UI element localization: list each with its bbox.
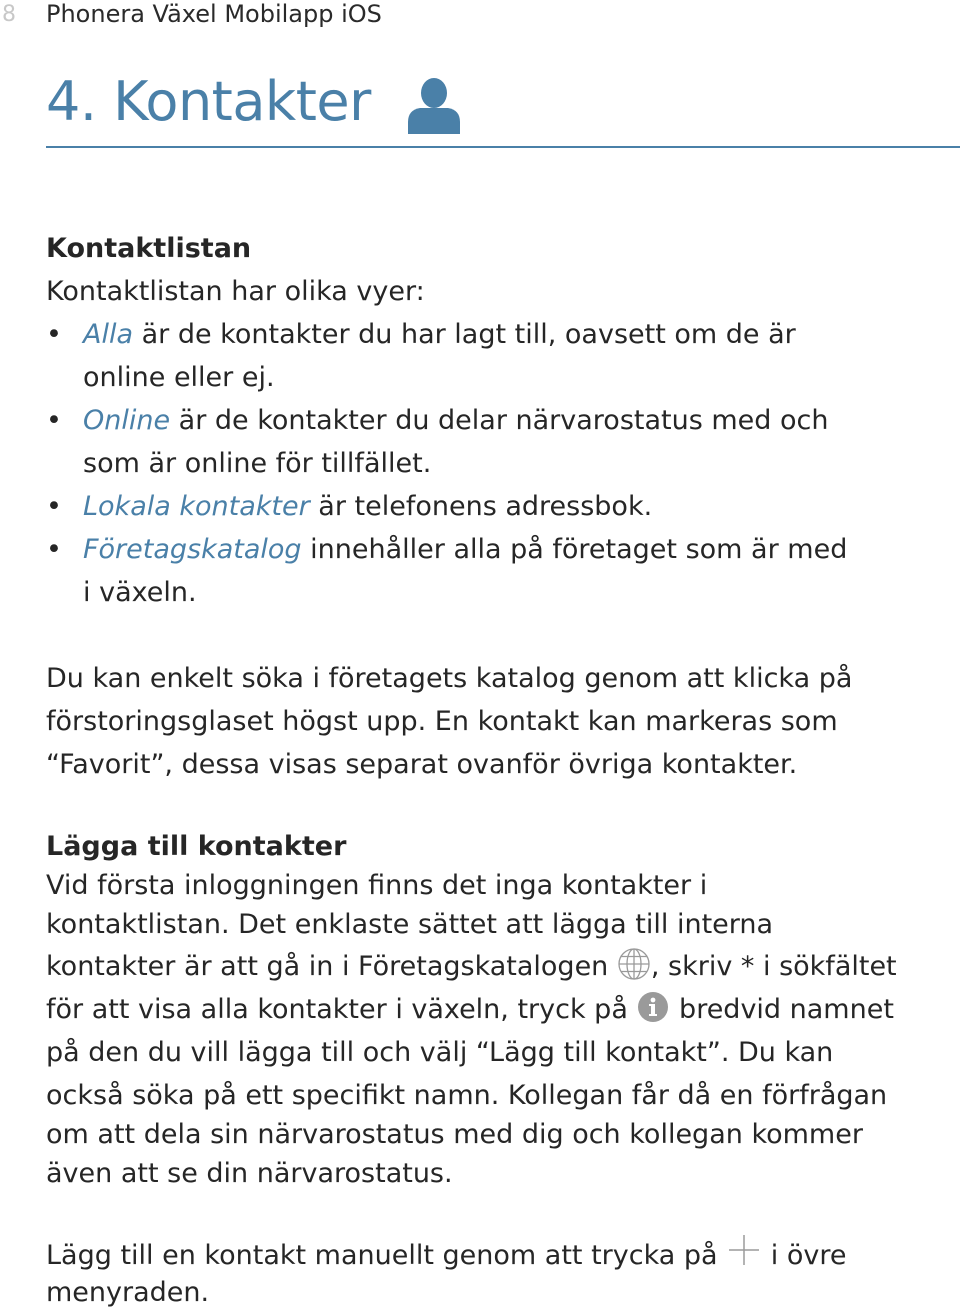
bullet-dot: • (46, 405, 62, 436)
paragraph-text: kontakter är att gå in i Företagskatalogen (46, 951, 617, 982)
globe-icon (617, 947, 651, 981)
paragraph-line: på den du vill lägga till och välj “Lägg till kontakt”. Du kan (46, 1037, 834, 1068)
section-intro: Kontaktlistan har olika vyer: (46, 276, 425, 307)
paragraph-line (46, 988, 894, 1031)
paragraph-text: bredvid namnet (670, 994, 894, 1025)
bullet-dot: • (46, 319, 62, 350)
title-rule (46, 146, 960, 148)
list-item-text: är telefonens adressbok. (309, 491, 653, 522)
running-header: Phonera Växel Mobilapp iOS (46, 0, 382, 28)
bullet-dot: • (46, 534, 62, 565)
list-item-text: som är online för tillfället. (83, 448, 432, 479)
person-icon (406, 76, 462, 134)
paragraph-line: om att dela sin närvarostatus med dig och kollegan kommer (46, 1119, 863, 1150)
section-heading-kontaktlistan: Kontaktlistan (46, 233, 252, 264)
list-item-text: i växeln. (83, 577, 197, 608)
plus-icon (726, 1232, 762, 1268)
paragraph-line (46, 945, 897, 988)
paragraph-line: Du kan enkelt söka i företagets katalog genom att klicka på (46, 663, 853, 694)
info-icon (636, 990, 670, 1024)
list-item-text: är de kontakter du delar närvarostatus med och (170, 405, 829, 436)
paragraph-text: för att visa alla kontakter i växeln, tryck på (46, 994, 637, 1025)
paragraph-line: förstoringsglaset högst upp. En kontakt kan markeras som (46, 706, 838, 737)
section-heading-lagga-till: Lägga till kontakter (46, 831, 347, 862)
paragraph-line: Vid första inloggningen finns det inga kontakter i (46, 870, 708, 901)
paragraph-text: i övre (762, 1240, 847, 1271)
list-item-text: online eller ej. (83, 362, 275, 393)
paragraph-line: även att se din närvarostatus. (46, 1158, 453, 1189)
paragraph-text: , skriv * i sökfältet (650, 951, 897, 982)
chapter-title: 4. Kontakter (46, 70, 371, 133)
paragraph-line: menyraden. (46, 1277, 210, 1308)
term-foretagskatalog: Företagskatalog (83, 534, 302, 565)
term-alla: Alla (83, 319, 134, 350)
term-online: Online (83, 405, 171, 436)
paragraph-text: Lägg till en kontakt manuellt genom att trycka på (46, 1240, 727, 1271)
paragraph-line: kontaktlistan. Det enklaste sättet att lägga till interna (46, 909, 774, 940)
list-item-text: är de kontakter du har lagt till, oavsett om de är (133, 319, 796, 350)
term-lokala-kontakter: Lokala kontakter (83, 491, 310, 522)
paragraph-line: “Favorit”, dessa visas separat ovanför övriga kontakter. (46, 749, 798, 780)
page-number: 8 (2, 2, 16, 27)
list-item-text: innehåller alla på företaget som är med (301, 534, 848, 565)
bullet-dot: • (46, 491, 62, 522)
paragraph-line: också söka på ett specifikt namn. Kollegan får då en förfrågan (46, 1080, 888, 1111)
